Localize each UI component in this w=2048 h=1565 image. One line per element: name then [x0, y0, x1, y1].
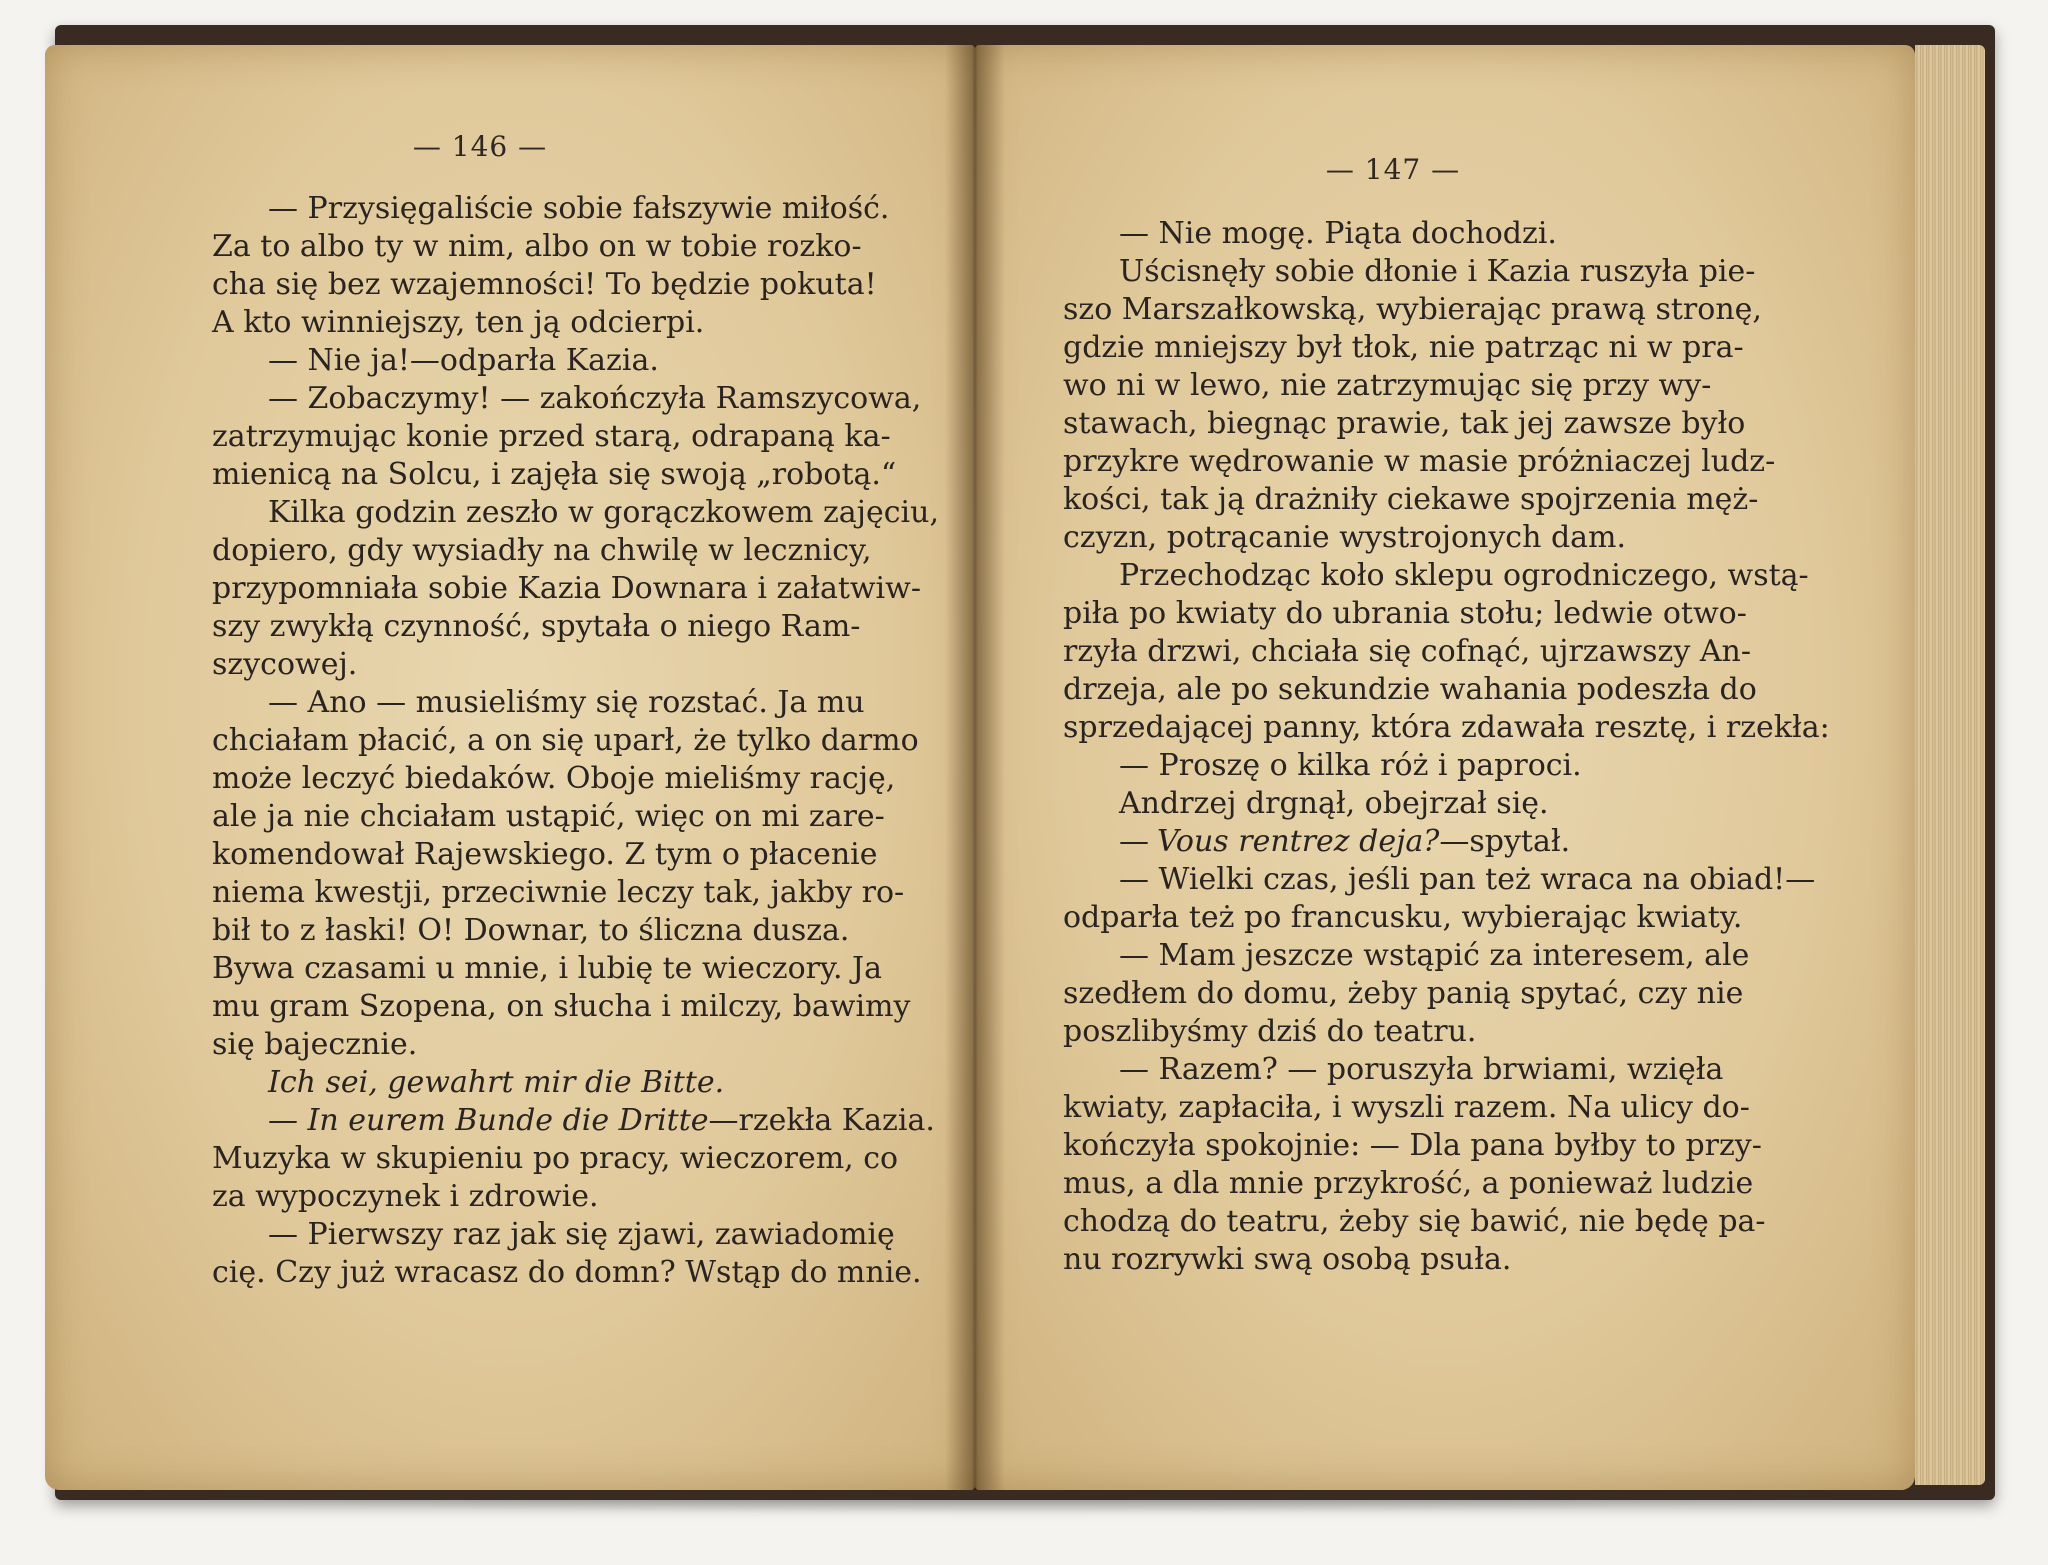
text-line: Andrzej drgnął, obejrzał się. [1119, 786, 1549, 821]
left-page-text [212, 190, 939, 1292]
text-line: Kilka godzin zeszło w gorączkowem zajęciu, [268, 495, 939, 530]
text-line: — Nie ja!—odparła Kazia. [268, 343, 659, 378]
text-line: stawach, biegnąc prawie, tak jej zawsze było [1063, 406, 1746, 441]
text-line: kwiaty, zapłaciła, i wyszli razem. Na ulicy do- [1063, 1090, 1750, 1125]
text-line: kończyła spokojnie: — Dla pana byłby to przy- [1063, 1128, 1762, 1163]
text-line: szo Marszałkowską, wybierając prawą stronę, [1063, 292, 1762, 327]
text-line: niema kwestji, przeciwnie leczy tak, jakby ro- [212, 875, 905, 910]
text-line: mus, a dla mnie przykrość, a ponieważ ludzie [1063, 1166, 1754, 1201]
text-line: Przechodząc koło sklepu ogrodniczego, wstą- [1119, 558, 1809, 593]
text-line: drzeja, ale po sekundzie wahania podeszła do [1063, 672, 1757, 707]
book-gutter [945, 45, 1005, 1490]
text-line: Muzyka w skupieniu po pracy, wieczorem, co [212, 1141, 899, 1176]
page-number-right: — 147 — [1325, 153, 1461, 186]
text-line: — Mam jeszcze wstąpić za interesem, ale [1119, 938, 1750, 973]
text-line: — Proszę o kilka róż i paproci. [1119, 748, 1582, 783]
text-line: — Razem? — poruszyła brwiami, wzięła [1119, 1052, 1724, 1087]
text-line: piła po kwiaty do ubrania stołu; ledwie otwo- [1063, 596, 1747, 631]
text-line: szy zwykłą czynność, spytała o niego Ram- [212, 609, 861, 644]
text-line: Uścisnęły sobie dłonie i Kazia ruszyła pie- [1119, 254, 1756, 289]
text-line: sprzedającej panny, która zdawała resztę, i rzekła: [1063, 710, 1830, 745]
text-line: — Nie mogę. Piąta dochodzi. [1119, 216, 1557, 251]
page-edges [1915, 45, 1985, 1485]
text-line: bił to z łaski! O! Downar, to śliczna dusza. [212, 913, 850, 948]
text-line: cię. Czy już wracasz do domn? Wstąp do mnie. [212, 1255, 922, 1290]
right-page-text [1063, 215, 1830, 1279]
page-number-left: — 146 — [412, 130, 548, 163]
text-line: — Wielki czas, jeśli pan też wraca na obiad!— [1119, 862, 1816, 897]
text-line: chodzą do teatru, żeby się bawić, nie będę pa- [1063, 1204, 1766, 1239]
text-line: zatrzymując konie przed starą, odrapaną ka- [212, 419, 891, 454]
text-line: gdzie mniejszy był tłok, nie patrząc ni w pra- [1063, 330, 1744, 365]
text-line: się bajecznie. [212, 1027, 418, 1062]
text-line: — Ano — musieliśmy się rozstać. Ja mu [268, 685, 865, 720]
text-line: ale ja nie chciałam ustąpić, więc on mi zare- [212, 799, 885, 834]
text-line: — Vous rentrez deja?—spytał. [1119, 824, 1571, 859]
text-line: wo ni w lewo, nie zatrzymując się przy wy- [1063, 368, 1712, 403]
text-line: — Zobaczymy! — zakończyła Ramszycowa, [268, 381, 922, 416]
text-line: szedłem do domu, żeby panią spytać, czy nie [1063, 976, 1744, 1011]
text-line: A kto winniejszy, ten ją odcierpi. [212, 305, 705, 340]
text-line: cha się bez wzajemności! To będzie pokuta! [212, 267, 877, 302]
text-line: — Przysięgaliście sobie fałszywie miłość. [268, 191, 890, 226]
text-line: przykre wędrowanie w masie próżniaczej ludz- [1063, 444, 1776, 479]
text-line: Bywa czasami u mnie, i lubię te wieczory. Ja [212, 951, 882, 986]
text-line: może leczyć biedaków. Oboje mieliśmy rację, [212, 761, 896, 796]
text-line: mu gram Szopena, on słucha i milczy, bawimy [212, 989, 911, 1024]
text-line: rzyła drzwi, chciała się cofnąć, ujrzawszy An- [1063, 634, 1751, 669]
text-line: mienicą na Solcu, i zajęła się swoją „robotą.“ [212, 457, 897, 492]
text-line: chciałam płacić, a on się uparł, że tylko darmo [212, 723, 919, 758]
text-line: komendował Rajewskiego. Z tym o płacenie [212, 837, 878, 872]
text-line: kości, tak ją drażniły ciekawe spojrzenia męż- [1063, 482, 1759, 517]
text-line: dopiero, gdy wysiadły na chwilę w lecznicy, [212, 533, 872, 568]
text-line: za wypoczynek i zdrowie. [212, 1179, 599, 1214]
text-line: czyzn, potrącanie wystrojonych dam. [1063, 520, 1627, 555]
text-line: przypomniała sobie Kazia Downara i załatwiw- [212, 571, 921, 606]
text-line: nu rozrywki swą osobą psuła. [1063, 1242, 1512, 1277]
text-line: Ich sei, gewahrt mir die Bitte. [268, 1065, 725, 1100]
text-line: poszlibyśmy dziś do teatru. [1063, 1014, 1477, 1049]
text-line: odparła też po francusku, wybierając kwiaty. [1063, 900, 1743, 935]
text-line: szycowej. [212, 647, 358, 682]
text-line: — In eurem Bunde die Dritte—rzekła Kazia. [268, 1103, 935, 1138]
text-line: — Pierwszy raz jak się zjawi, zawiadomię [268, 1217, 895, 1252]
text-line: Za to albo ty w nim, albo on w tobie rozko- [212, 229, 862, 264]
